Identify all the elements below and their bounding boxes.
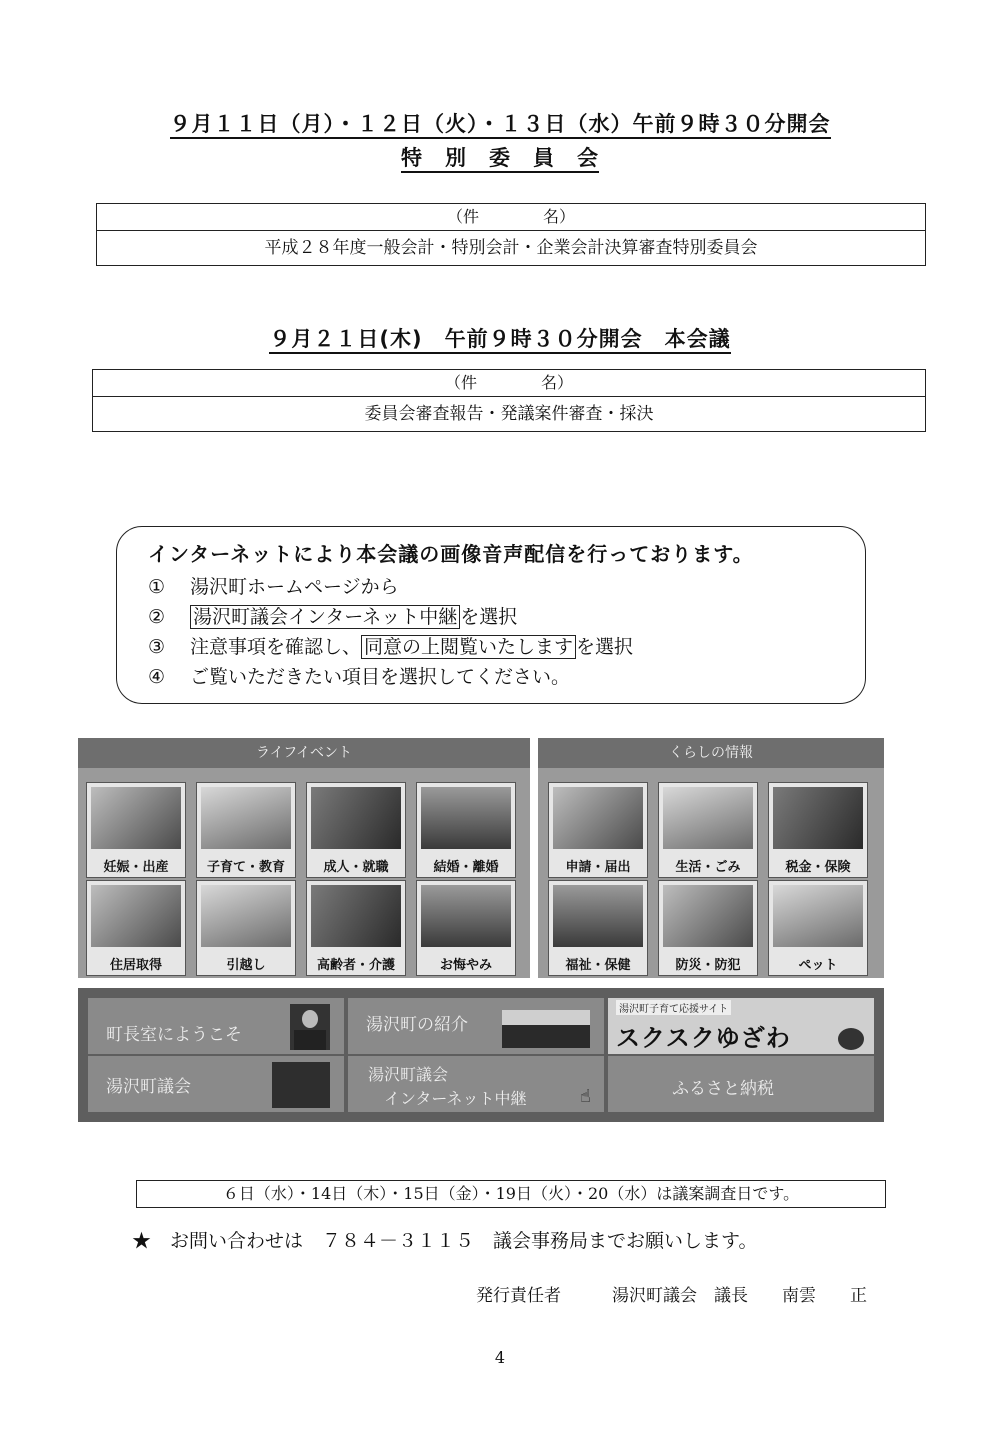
furusato-banner[interactable] [608, 1056, 874, 1112]
kurashi-tile-label: 申請・届出 [565, 860, 631, 875]
mayor-banner-label: 町長室にようこそ [106, 1025, 242, 1045]
town-photo [502, 1010, 590, 1048]
step-text: ご覧いただきたい項目を選択してください。 [190, 666, 571, 688]
life-tile-photo [421, 885, 511, 947]
kosodate-mascot-icon [838, 1028, 864, 1050]
life-tile[interactable] [86, 880, 186, 976]
step-number: ② [148, 606, 166, 628]
life-tile-label: 住居取得 [109, 958, 162, 973]
mayor-banner[interactable] [88, 998, 344, 1054]
kurashi-tile-label: 生活・ごみ [675, 860, 741, 875]
step-text: 湯沢町ホームページから [190, 576, 399, 598]
kosodate-logo-label: スクスクゆざわ [616, 1024, 791, 1052]
kurashi-tile-photo [553, 885, 643, 947]
life-tile[interactable] [306, 782, 406, 878]
mayor-photo [290, 1004, 330, 1050]
life-tile-label: 成人・就職 [323, 860, 389, 875]
session1-table-header: （件 名） [97, 204, 925, 231]
kosodate-small-label: 湯沢町子育て応援サイト [616, 1000, 731, 1015]
kurashi-tile-photo [773, 787, 863, 849]
session2-table [92, 369, 926, 432]
session1-committee-title: 特 別 委 員 会 [0, 142, 1000, 172]
life-tile-photo [311, 885, 401, 947]
life-tile-photo [91, 787, 181, 849]
life-tile-label: 妊娠・出産 [103, 860, 169, 875]
internet-step-4 [148, 662, 570, 689]
kurashi-tile-photo [663, 885, 753, 947]
internet-info-title: インターネットにより本会議の画像音声配信を行っております。 [148, 542, 754, 566]
life-tile-label: 高齢者・介護 [316, 958, 395, 973]
session2-table-header: （件 名） [93, 370, 925, 397]
internet-step-2 [148, 602, 517, 629]
session1-table [96, 203, 926, 266]
kurashi-tile[interactable] [548, 782, 648, 878]
council-photo [272, 1062, 330, 1108]
step-boxed-label: 同意の上閲覧いたします [361, 635, 576, 659]
life-tile-photo [201, 885, 291, 947]
life-tile-label: 子育て・教育 [206, 860, 285, 875]
furusato-banner-label: ふるさと納税 [672, 1079, 774, 1099]
step-text: を選択 [460, 606, 518, 628]
page-number: 4 [494, 1348, 506, 1367]
kurashi-panel [538, 738, 884, 978]
life-event-header: ライフイベント [78, 738, 530, 768]
kurashi-tile[interactable] [548, 880, 648, 976]
life-tile-photo [91, 885, 181, 947]
kurashi-tile-label: 防災・防犯 [675, 958, 741, 973]
kosodate-banner[interactable] [608, 998, 874, 1054]
life-tile[interactable] [306, 880, 406, 976]
kurashi-tile[interactable] [658, 880, 758, 976]
step-boxed-label: 湯沢町議会インターネット中継 [190, 605, 460, 629]
council-banner-label: 湯沢町議会 [106, 1077, 191, 1097]
town-intro-label: 湯沢町の紹介 [366, 1015, 468, 1035]
publisher-line: 発行責任者 湯沢町議会 議長 南雲 正 [476, 1286, 867, 1306]
life-tile[interactable] [416, 782, 516, 878]
session2-date-line: ９月２１日(木) 午前９時３０分開会 本会議 [0, 323, 1000, 353]
research-days-note: ６日（水）・14日（木）・15日（金）・19日（火）・20（水）は議案調査日です。 [136, 1180, 886, 1208]
session1-date-line: ９月１１日（月）・１２日（火）・１３日（水）午前９時３０分開会 [0, 108, 1000, 138]
step-number: ④ [148, 666, 166, 688]
town-intro-banner[interactable] [348, 998, 604, 1054]
contact-line: ★ お問い合わせは ７８４－３１１５ 議会事務局までお願いします。 [132, 1230, 758, 1252]
step-text: を選択 [576, 636, 634, 658]
step-number: ① [148, 576, 166, 598]
life-tile[interactable] [196, 782, 296, 878]
council-live-line2: インターネット中継 [384, 1089, 527, 1108]
life-tile-photo [201, 787, 291, 849]
kurashi-tile[interactable] [768, 880, 868, 976]
kurashi-tile-label: ペット [798, 958, 838, 973]
internet-step-3 [148, 632, 633, 659]
kurashi-tile-label: 福祉・保健 [565, 958, 631, 973]
internet-step-1 [148, 572, 399, 599]
session2-table-item: 委員会審査報告・発議案件審査・採決 [364, 404, 654, 424]
kurashi-tile[interactable] [658, 782, 758, 878]
session1-table-item: 平成２８年度一般会計・特別会計・企業会計決算審査特別委員会 [264, 238, 758, 258]
life-tile-photo [421, 787, 511, 849]
hand-cursor-icon: ☝ [580, 1086, 591, 1107]
kurashi-tile-photo [773, 885, 863, 947]
council-live-line1: 湯沢町議会 [368, 1065, 449, 1084]
life-event-panel [78, 738, 530, 978]
step-text: 注意事項を確認し、 [190, 636, 362, 658]
life-tile-label: お悔やみ [439, 958, 492, 973]
life-tile-label: 結婚・離婚 [433, 860, 499, 875]
life-tile[interactable] [416, 880, 516, 976]
life-tile[interactable] [86, 782, 186, 878]
council-banner[interactable] [88, 1056, 344, 1112]
kurashi-tile-label: 税金・保険 [785, 860, 851, 875]
kurashi-tile-photo [663, 787, 753, 849]
council-live-banner[interactable] [348, 1056, 604, 1112]
life-tile-label: 引越し [226, 958, 266, 973]
step-number: ③ [148, 636, 166, 658]
life-tile-photo [311, 787, 401, 849]
kurashi-header: くらしの情報 [538, 738, 884, 768]
banner-area [78, 988, 884, 1122]
kurashi-tile[interactable] [768, 782, 868, 878]
kurashi-tile-photo [553, 787, 643, 849]
life-tile[interactable] [196, 880, 296, 976]
